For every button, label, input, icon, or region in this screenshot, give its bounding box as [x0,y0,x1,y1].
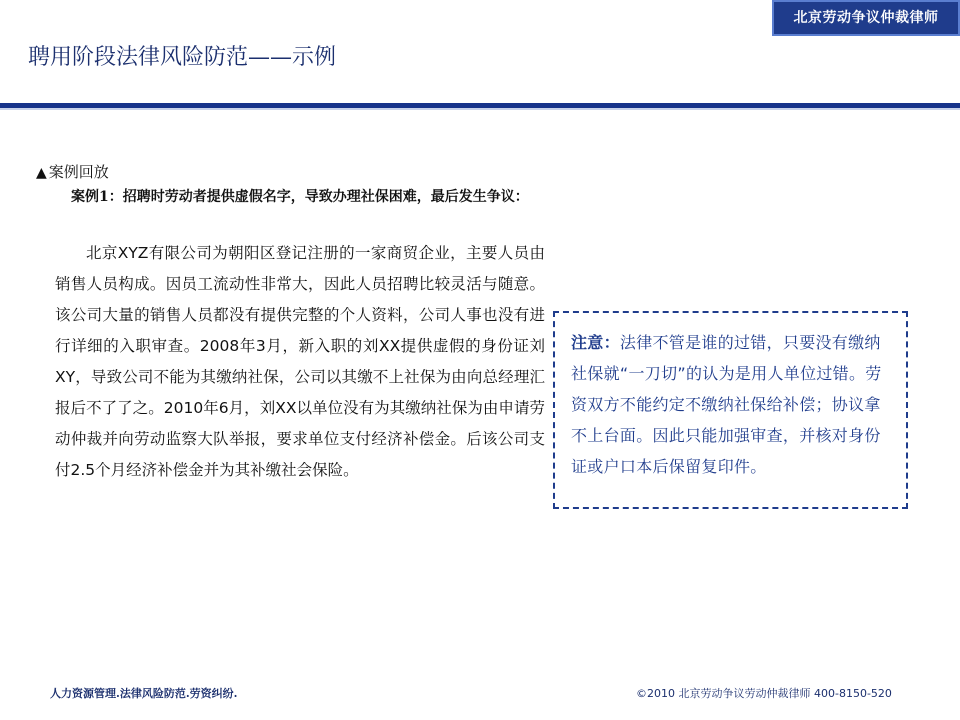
footer-copyright: ©2010 北京劳动争议劳动仲裁律师 400-8150-520 [636,687,892,700]
brand-badge: 北京劳动争议仲裁律师 [772,0,960,36]
page-title: 聘用阶段法律风险防范——示例 [28,45,337,70]
note-text: 法律不管是谁的过错，只要没有缴纳社保就“一刀切”的认为是用人单位过错。劳资双方不能约定不缴纳社保给补偿；协议拿不上台面。因此只能加强审查，并核对身份证或户口本后保留复印件。 [571,333,882,476]
note-label: 注意： [571,333,620,352]
case-title: 案例1：招聘时劳动者提供虚假名字，导致办理社保困难，最后发生争议： [71,189,529,205]
section-label: 案例回放 [48,163,109,181]
note-content [571,327,890,482]
section-heading [36,161,109,182]
footer-tagline: 人力资源管理.法律风险防范.劳资纠纷. [50,687,238,700]
triangle-marker-icon: ▲ [36,165,47,181]
note-box [553,311,908,509]
case-body: 北京XYZ有限公司为朝阳区登记注册的一家商贸企业，主要人员由销售人员构成。因员工流动性非常大，因此人员招聘比较灵活与随意。该公司大量的销售人员都没有提供完整的个人资料，公司人事也没有进行详细的入职审查。2008年3月，新入职的刘XX提供虚假的身份证刘XY，导致公司不能为其缴纳社保，公司以其缴不上社保为由向总经理汇报后不了了之。2010年6月，刘XX以单位没有为其缴纳社保为由申请劳动仲裁并向劳动监察大队举报，要求单位支付经济补偿金。后该公司支付2.5个月经济补偿金并为其补缴社会保险。 [55,244,545,479]
header-divider-shadow [0,108,960,110]
